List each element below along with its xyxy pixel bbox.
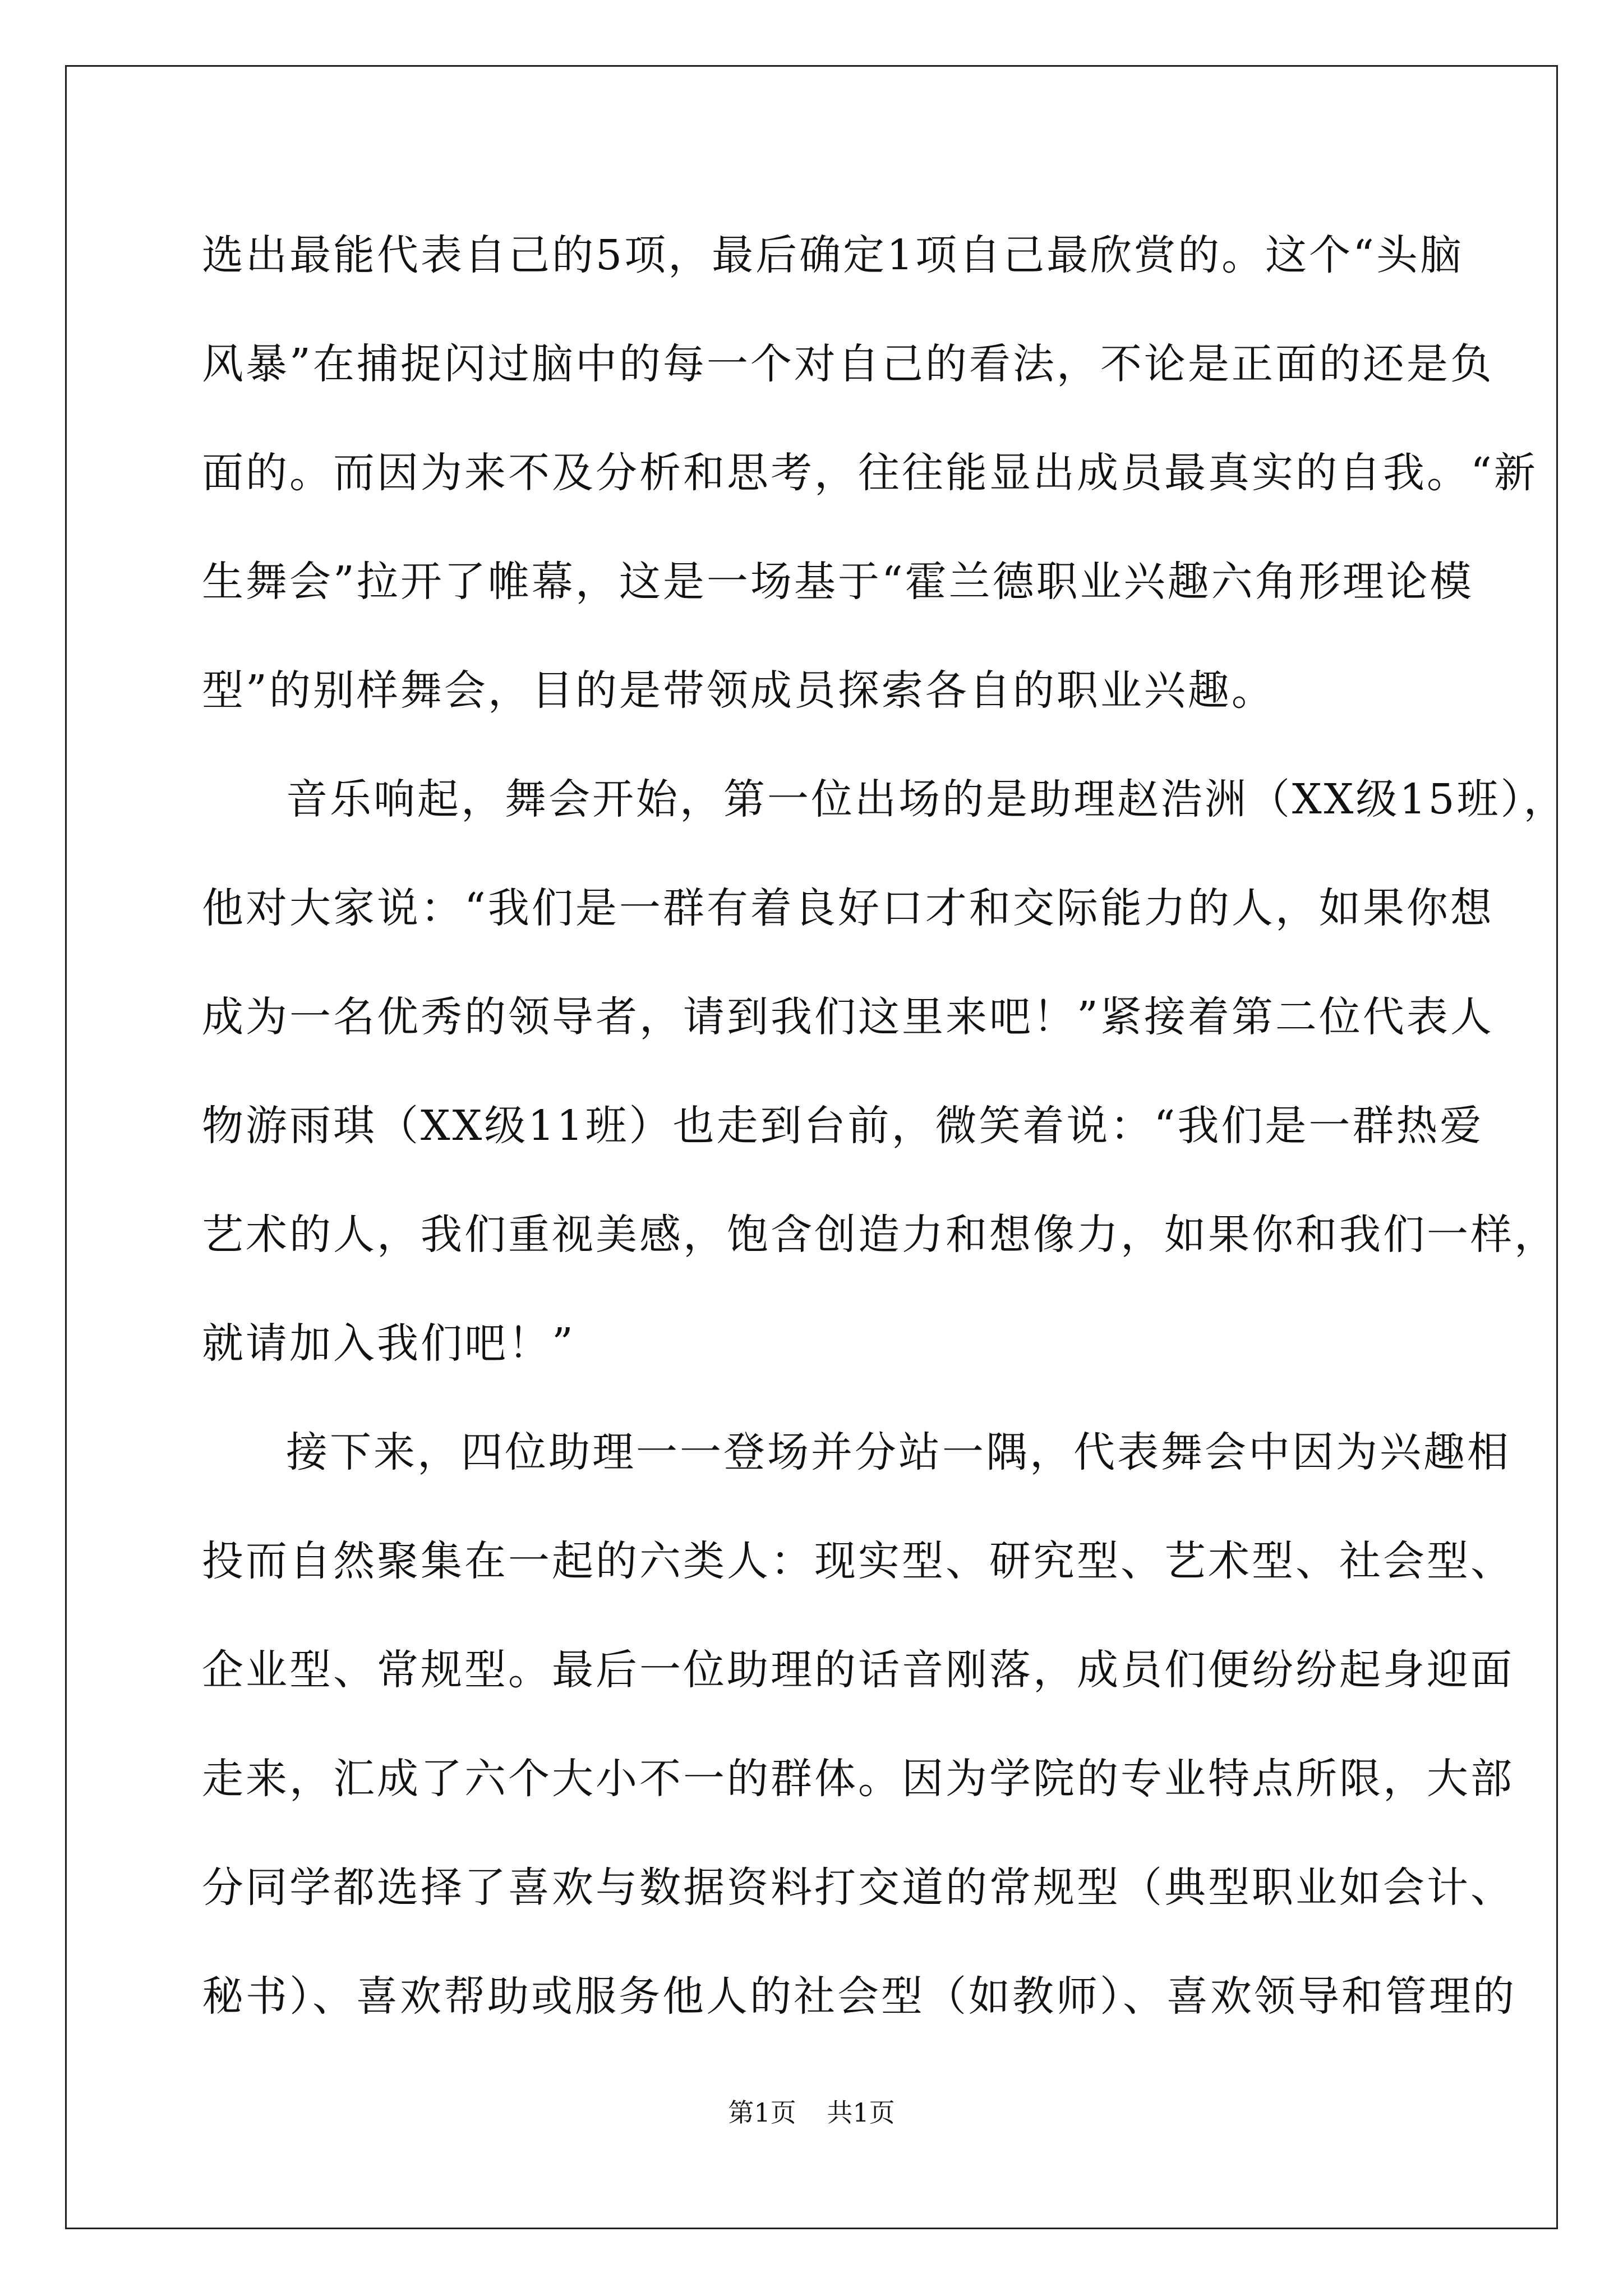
text-line: 物游雨琪（XX级11班）也走到台前，微笑着说：“我们是一群热爱 [202, 1102, 1484, 1150]
text-line: 企业型、常规型。最后一位助理的话音刚落，成员们便纷纷起身迎面 [202, 1646, 1514, 1694]
text-line: 艺术的人，我们重视美感，饱含创造力和想像力，如果你和我们一样， [202, 1211, 1558, 1259]
page-total: 共1页 [827, 2097, 895, 2128]
text-line: 投而自然聚集在一起的六类人：现实型、研究型、艺术型、社会型、 [202, 1537, 1514, 1585]
text-line: 风暴”在捕捉闪过脑中的每一个对自己的看法，不论是正面的还是负 [202, 340, 1494, 388]
text-line: 音乐响起，舞会开始，第一位出场的是助理赵浩洲（XX级15班）， [286, 775, 1567, 823]
text-line: 成为一名优秀的领导者，请到我们这里来吧！”紧接着第二位代表人 [202, 993, 1494, 1041]
page-footer [0, 2092, 1623, 2129]
text-line: 生舞会”拉开了帷幕，这是一场基于“霍兰德职业兴趣六角形理论模 [202, 558, 1474, 606]
document-body [202, 213, 1567, 2063]
text-line: 选出最能代表自己的5项，最后确定1项自己最欣赏的。这个“头脑 [202, 231, 1464, 279]
text-line: 走来，汇成了六个大小不一的群体。因为学院的专业特点所限，大部 [202, 1755, 1514, 1803]
text-line: 面的。而因为来不及分析和思考，往往能显出成员最真实的自我。“新 [202, 449, 1538, 497]
text-line: 就请加入我们吧！” [202, 1319, 575, 1368]
text-line: 他对大家说：“我们是一群有着良好口才和交际能力的人，如果你想 [202, 884, 1494, 932]
text-line: 接下来，四位助理一一登场并分站一隅，代表舞会中因为兴趣相 [286, 1428, 1511, 1476]
page-number: 第1页 [728, 2097, 796, 2128]
text-line: 分同学都选择了喜欢与数据资料打交道的常规型（典型职业如会计、 [202, 1864, 1514, 1912]
text-line: 型”的别样舞会，目的是带领成员探索各自的职业兴趣。 [202, 666, 1275, 715]
text-line: 秘书）、喜欢帮助或服务他人的社会型（如教师）、喜欢领导和管理的 [202, 1972, 1516, 2021]
